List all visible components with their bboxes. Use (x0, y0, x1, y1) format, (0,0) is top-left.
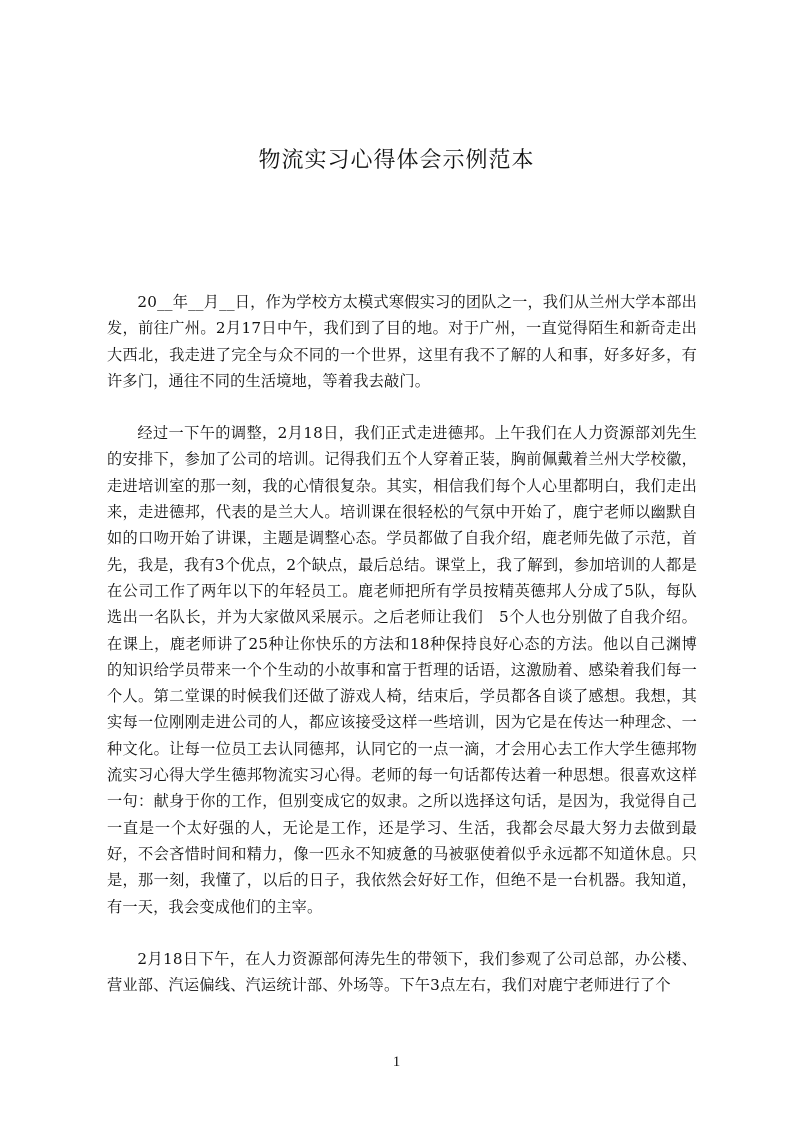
paragraph-3: 2月18日下午，在人力资源部何涛先生的带领下，我们参观了公司总部，办公楼、营业部、汽运偏线、汽运统计部、外场等。下午3点左右，我们对鹿宁老师进行了个 (107, 949, 697, 995)
paragraph-2: 经过一下午的调整，2月18日，我们正式走进德邦。上午我们在人力资源部刘先生的安排下，参加了公司的培训。记得我们五个人穿着正装，胸前佩戴着兰州大学校徽，走进培训室的那一刻，我的心情很复杂。其实，相信我们每个人心里都明白，我们走出来，走进德邦，代表的是兰大人。培训课在很轻松的气氛中开始了，鹿宁老师以幽默自如的口吻开始了讲课，主题是调整心态。学员都做了自我介绍，鹿老师先做了示范，首先，我是，我有3个优点，2个缺点，最后总结。课堂上，我了解到，参加培训的人都是在公司工作了两年以下的年轻员工。鹿老师把所有学员按精英德邦人分成了5队，每队选出一名队长，并为大家做风采展示。之后老师让我们 5个人也分别做了自我介绍。在课上，鹿老师讲了25种让你快乐的方法和18种保持良好心态的方法。他以自己渊博的知识给学员带来一个个生动的小故事和富于哲理的话语，这激励着、感染着我们每一个人。第二堂课的时候我们还做了游戏人椅，结束后，学员都各自谈了感想。我想，其实每一位刚刚走进公司的人，都应该接受这样一些培训，因为它是在传达一种理念、一种文化。让每一位员工去认同德邦，认同它的一点一滴，才会用心去工作大学生德邦物流实习心得大学生德邦物流实习心得。老师的每一句话都传达着一种思想。很喜欢这样一句：献身于你的工作，但别变成它的奴隶。之所以选择这句话，是因为，我觉得自己一直是一个太好强的人，无论是工作，还是学习、生活，我都会尽最大努力去做到最好，不会吝惜时间和精力，像一匹永不知疲惫的马被驱使着似乎永远都不知道休息。只是，那一刻，我懂了，以后的日子，我依然会好好工作，但绝不是一台机器。我知道，有一天，我会变成他们的主宰。 (107, 424, 697, 916)
document-body (107, 289, 697, 1024)
document-title: 物流实习心得体会示例范本 (258, 148, 535, 173)
page-number: 1 (392, 1054, 401, 1070)
paragraph-1: 20__年__月__日，作为学校方太模式寒假实习的团队之一，我们从兰州大学本部出发，前往广州。2月17日中午，我们到了目的地。对于广州，一直觉得陌生和新奇走出大西北，我走进了完全与众不同的一个世界，这里有我不了解的人和事，好多好多，有许多门，通往不同的生活境地，等着我去敲门。 (107, 293, 697, 390)
